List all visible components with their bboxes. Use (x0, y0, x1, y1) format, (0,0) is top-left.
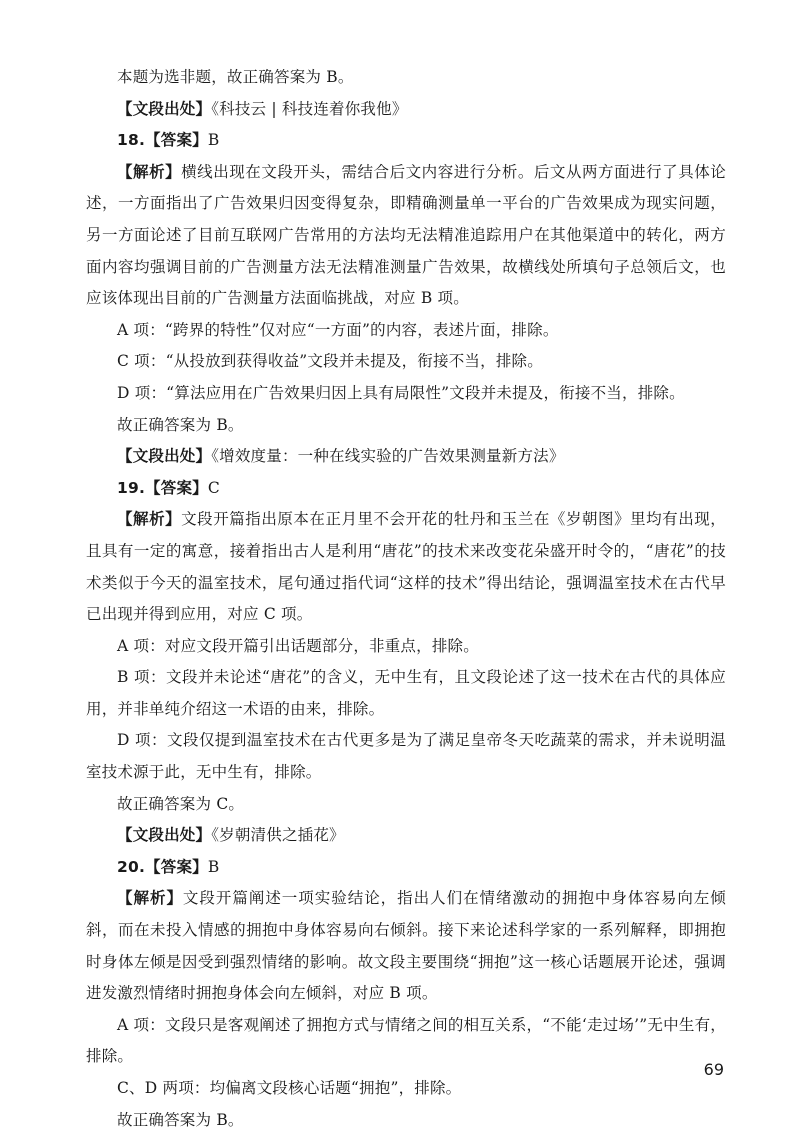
source-tag: 【文段出处】 (117, 447, 212, 466)
page-content (86, 62, 726, 1136)
answer-line: 19.【答案】C (117, 478, 220, 497)
analysis-paragraph: 【解析】文段开篇指出原本在正月里不会开花的牡丹和玉兰在《岁朝图》里均有出现，且具有一定的寓意，接着指出古人是利用“唐花”的技术来改变花朵盛开时令的，“唐花”的技术类似于今天的温室技术，尾句通过指代词“这样的技术”得出结论，强调温室技术在古代早已出现并得到应用，对应 C 项。 (86, 510, 726, 624)
page-number: 69 (703, 1060, 724, 1079)
source-line: 【文段出处】《增效度量：一种在线实验的广告效果测量新方法》 (117, 447, 565, 466)
conclusion-line: 故正确答案为 B。 (117, 415, 244, 434)
answer-line: 18.【答案】B (117, 131, 220, 150)
option-analysis: C 项：“从投放到获得收益”文段并未提及，衔接不当，排除。 (117, 352, 543, 371)
option-analysis: A 项：文段只是客观阐述了拥抱方式与情绪之间的相互关系，“不能‘走过场’”无中生有，排除。 (86, 1015, 726, 1066)
answer-tag: 20.【答案】 (117, 857, 208, 876)
option-analysis: D 项：“算法应用在广告效果归因上具有局限性”文段并未提及，衔接不当，排除。 (117, 383, 685, 402)
answer-line: 20.【答案】B (117, 857, 220, 876)
option-analysis: A 项：对应文段开篇引出话题部分，非重点，排除。 (117, 636, 479, 655)
analysis-paragraph: 【解析】文段开篇阐述一项实验结论，指出人们在情绪激动的拥抱中身体容易向左倾斜，而在未投入情感的拥抱中身体容易向右倾斜。接下来论述科学家的一系列解释，即拥抱时身体左倾是因受到强烈情绪的影响。故文段主要围绕“拥抱”这一核心话题展开论述，强调进发激烈情绪时拥抱身体会向左倾斜，对应 B 项。 (86, 889, 726, 1003)
source-line: 【文段出处】《岁朝清供之插花》 (117, 826, 345, 845)
option-analysis: A 项：“跨界的特性”仅对应“一方面”的内容，表述片面，排除。 (117, 320, 559, 339)
analysis-tag: 【解析】 (117, 510, 182, 529)
answer-tag: 18.【答案】 (117, 131, 208, 150)
source-tag: 【文段出处】 (117, 826, 212, 845)
conclusion-line: 故正确答案为 B。 (117, 1110, 244, 1129)
option-analysis: D 项：文段仅提到温室技术在古代更多是为了满足皇帝冬天吃蔬菜的需求，并未说明温室技术源于此，无中生有，排除。 (86, 731, 726, 782)
paragraph: 本题为选非题，故正确答案为 B。 (117, 68, 354, 86)
option-analysis: B 项：文段并未论述“唐花”的含义，无中生有，且文段论述了这一技术在古代的具体应用，并非单纯介绍这一术语的由来，排除。 (86, 668, 726, 718)
option-analysis: C、D 两项：均偏离文段核心话题“拥抱”，排除。 (117, 1079, 462, 1097)
answer-tag: 19.【答案】 (117, 478, 208, 497)
analysis-tag: 【解析】 (117, 889, 183, 908)
analysis-tag: 【解析】 (117, 162, 182, 181)
conclusion-line: 故正确答案为 C。 (117, 794, 245, 813)
source-line: 【文段出处】《科技云 | 科技连着你我他》 (117, 99, 408, 118)
analysis-paragraph: 【解析】横线出现在文段开头，需结合后文内容进行分析。后文从两方面进行了具体论述，一方面指出了广告效果归因变得复杂，即精确测量单一平台的广告效果成为现实问题，另一方面论述了目前互联网广告常用的方法均无法精准追踪用户在其他渠道中的转化，两方面内容均强调目前的广告测量方法无法精准测量广告效果，故横线处所填句子总领后文，也应该体现出目前的广告测量方法面临挑战，对应 B 项。 (86, 162, 726, 308)
source-tag: 【文段出处】 (117, 99, 212, 118)
